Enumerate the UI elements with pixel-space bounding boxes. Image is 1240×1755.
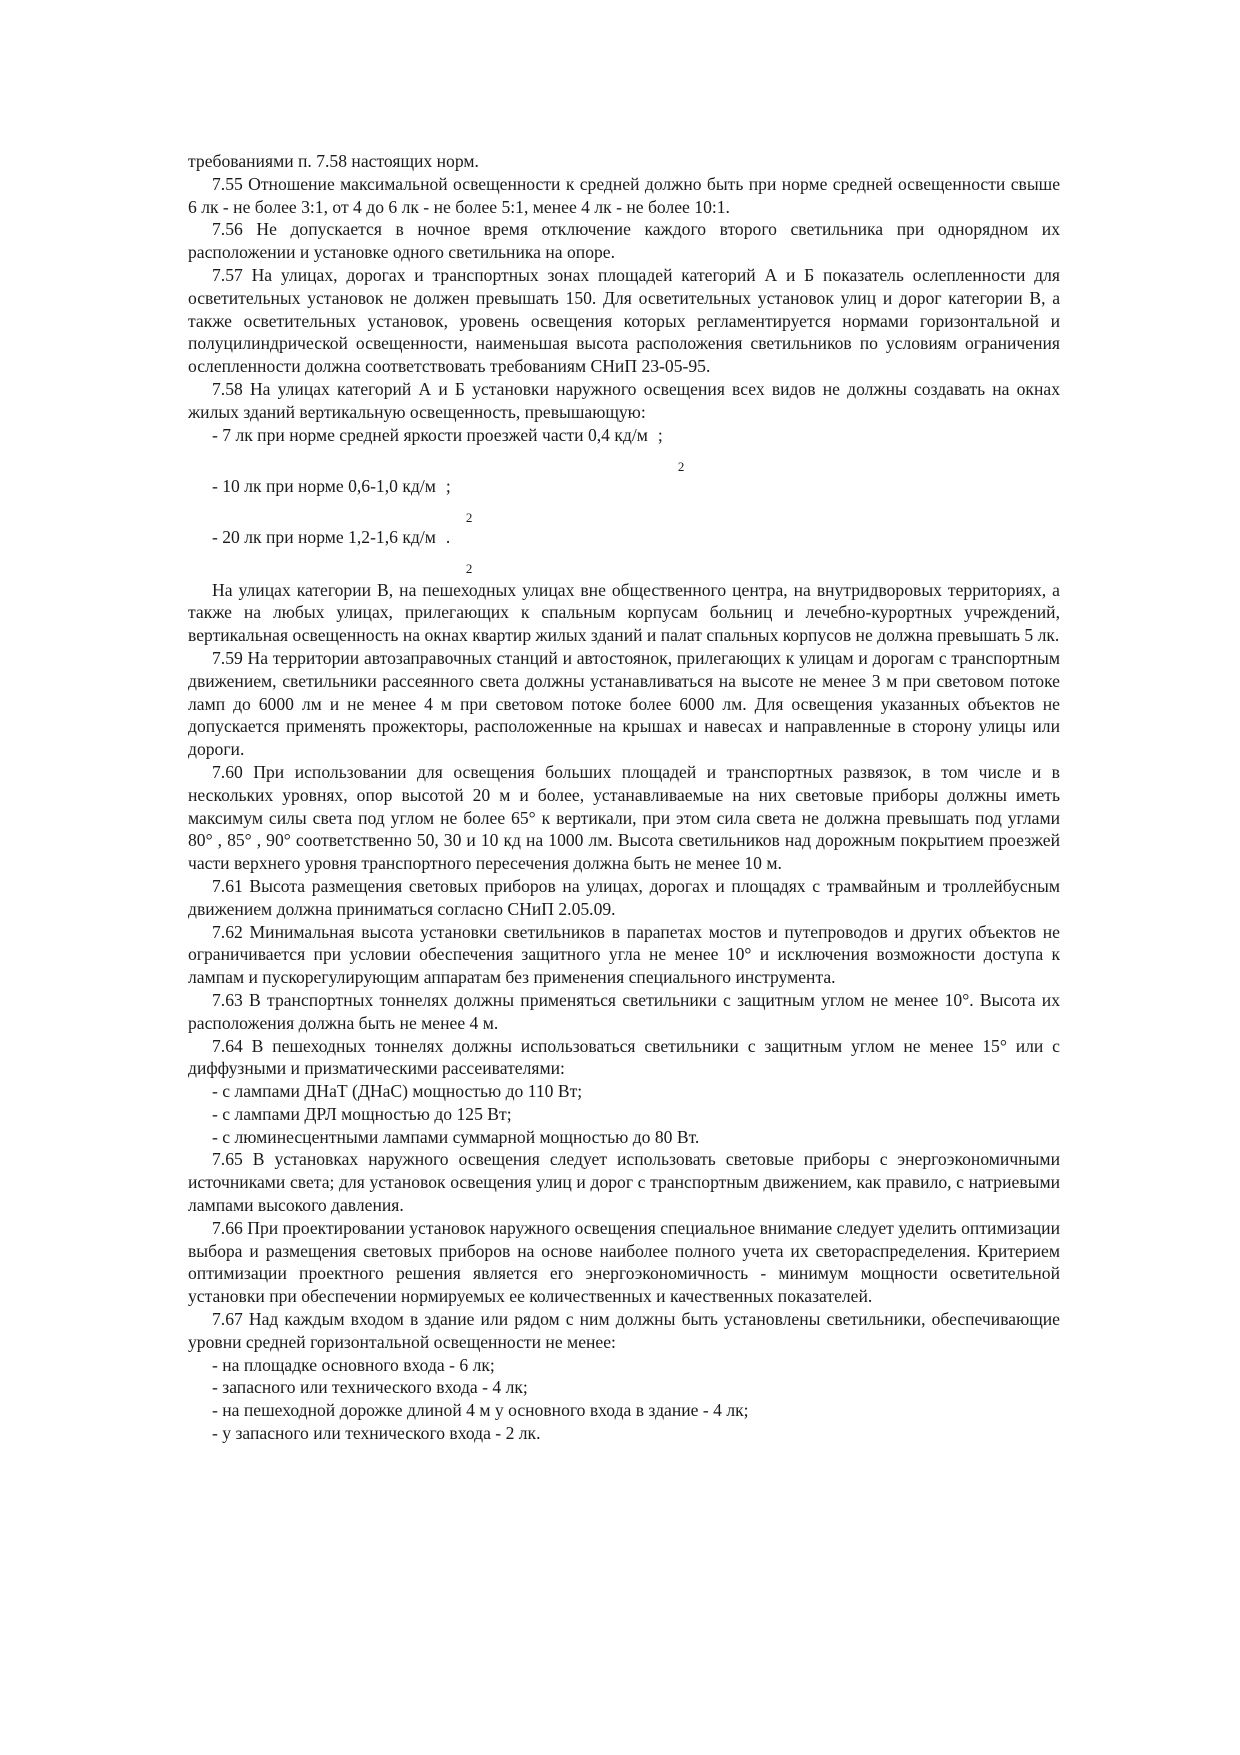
- paragraph-7-57: 7.57 На улицах, дорогах и транспортных зонах площадей категорий А и Б показатель ослепленности для осветительных установок не должен превышать 150. Для осветительных установок улиц и дорог категории В, а также осветительных установок, уровень освещения которых регламентируется нормами горизонтальной и полуцилиндрической освещенности, наименьшая высота расположения светильников по условиям ограничения ослепленности должна соответствовать требованиям СНиП 23-05-95.: [188, 264, 1060, 377]
- superscript-2: 2: [465, 560, 473, 576]
- list-item: - с лампами ДРЛ мощностью до 125 Вт;: [212, 1103, 512, 1124]
- list-item-text: - 10 лк при норме 0,6-1,0 кд/м: [212, 475, 436, 496]
- list-item-punct: .: [445, 526, 451, 547]
- paragraph-continuation: требованиями п. 7.58 настоящих норм.: [188, 151, 479, 171]
- list-item: - у запасного или технического входа - 2 лк.: [212, 1423, 541, 1444]
- paragraph-7-58: 7.58 На улицах категорий А и Б установки наружного освещения всех видов не должны создавать на окнах жилых зданий вертикальную освещенность, превышающую:: [188, 378, 1060, 422]
- list-item: - с люминесцентными лампами суммарной мощностью до 80 Вт.: [212, 1126, 700, 1147]
- paragraph-7-66: 7.66 При проектировании установок наружного освещения специальное внимание следует уделить оптимизации выбора и размещения световых приборов на основе наиболее полного учета их светораспределения. Критерием оптимизации проектного решения является его энергоэкономичность - минимум мощности осветительной установки при обеспечении нормируемых ее количественных и качественных показателей.: [188, 1217, 1060, 1307]
- paragraph-7-56: 7.56 Не допускается в ночное время отключение каждого второго светильника при однорядном их расположении и установке одного светильника на опоре.: [188, 219, 1060, 263]
- paragraph-7-59: 7.59 На территории автозаправочных станций и автостоянок, прилегающих к улицам и дорогам с транспортным движением, светильники рассеянного света должны устанавливаться на высоте не менее 3 м при световом потоке ламп до 6000 лм и не менее 4 м при световом потоке более 6000 лм. Для освещения указанных объектов не допускается применять прожекторы, расположенные на крышах и навесах и направленные в сторону улицы или дороги.: [188, 647, 1060, 760]
- list-item-text: - 20 лк при норме 1,2-1,6 кд/м: [212, 526, 436, 547]
- superscript-2: 2: [677, 458, 685, 474]
- list-item: - на площадке основного входа - 6 лк;: [212, 1354, 495, 1375]
- paragraph-7-64: 7.64 В пешеходных тоннелях должны использоваться светильники с защитным углом не менее 15° или с диффузными и призматическими рассеивателями:: [188, 1035, 1060, 1079]
- paragraph-7-55: 7.55 Отношение максимальной освещенности к средней должно быть при норме средней освещенности свыше 6 лк - не более 3:1, от 4 до 6 лк - не более 5:1, менее 4 лк - не более 10:1.: [188, 173, 1060, 217]
- list-item-10-lk: [188, 475, 1060, 526]
- paragraph-7-58-continued: На улицах категории В, на пешеходных улицах вне общественного центра, на внутридворовых территориях, а также на любых улицах, прилегающих к спальным корпусам больниц и лечебно-курортных учреждений, вертикальная освещенность на окнах квартир жилых зданий и палат спальных корпусов не должна превышать 5 лк.: [188, 579, 1060, 646]
- paragraph-7-63: 7.63 В транспортных тоннелях должны применяться светильники с защитным углом не менее 10°. Высота их расположения должна быть не менее 4 м.: [188, 989, 1060, 1033]
- list-item: - на пешеходной дорожке длиной 4 м у основного входа в здание - 4 лк;: [212, 1400, 749, 1421]
- paragraph-7-61: 7.61 Высота размещения световых приборов на улицах, дорогах и площадях с трамвайным и троллейбусным движением должна приниматься согласно СНиП 2.05.09.: [188, 875, 1060, 919]
- paragraph-7-60: 7.60 При использовании для освещения больших площадей и транспортных развязок, в том числе и в нескольких уровнях, опор высотой 20 м и более, устанавливаемые на них световые приборы должны иметь максимум силы света под углом не более 65° к вертикали, при этом сила света не должна превышать под углами 80° , 85° , 90° соответственно 50, 30 и 10 кд на 1000 лм. Высота светильников над дорожным покрытием проезжей части верхнего уровня транспортного пересечения должна быть не менее 10 м.: [188, 761, 1060, 874]
- paragraph-7-62: 7.62 Минимальная высота установки светильников в парапетах мостов и путепроводов и других объектов не ограничивается при условии обеспечения защитного угла не менее 10° и исключения возможности доступа к лампам и пускорегулирующим аппаратам без применения специального инструмента.: [188, 921, 1060, 988]
- paragraph-7-65: 7.65 В установках наружного освещения следует использовать световые приборы с энергоэкономичными источниками света; для установок освещения улиц и дорог с транспортным движением, как правило, с натриевыми лампами высокого давления.: [188, 1149, 1060, 1216]
- superscript-2: 2: [465, 509, 473, 525]
- list-item-20-lk: [188, 526, 1060, 577]
- paragraph-7-67: 7.67 Над каждым входом в здание или рядом с ним должны быть установлены светильники, обеспечивающие уровни средней горизонтальной освещенности не менее:: [188, 1309, 1060, 1352]
- list-item-7-lk: [188, 424, 1060, 475]
- list-item-punct: ;: [657, 424, 663, 445]
- list-item: - с лампами ДНаТ (ДНаС) мощностью до 110 Вт;: [212, 1081, 583, 1102]
- list-item: - запасного или технического входа - 4 лк;: [212, 1377, 528, 1398]
- document-page: [188, 150, 1060, 1445]
- list-item-punct: ;: [445, 475, 451, 496]
- list-item-text: - 7 лк при норме средней яркости проезжей части 0,4 кд/м: [212, 424, 648, 445]
